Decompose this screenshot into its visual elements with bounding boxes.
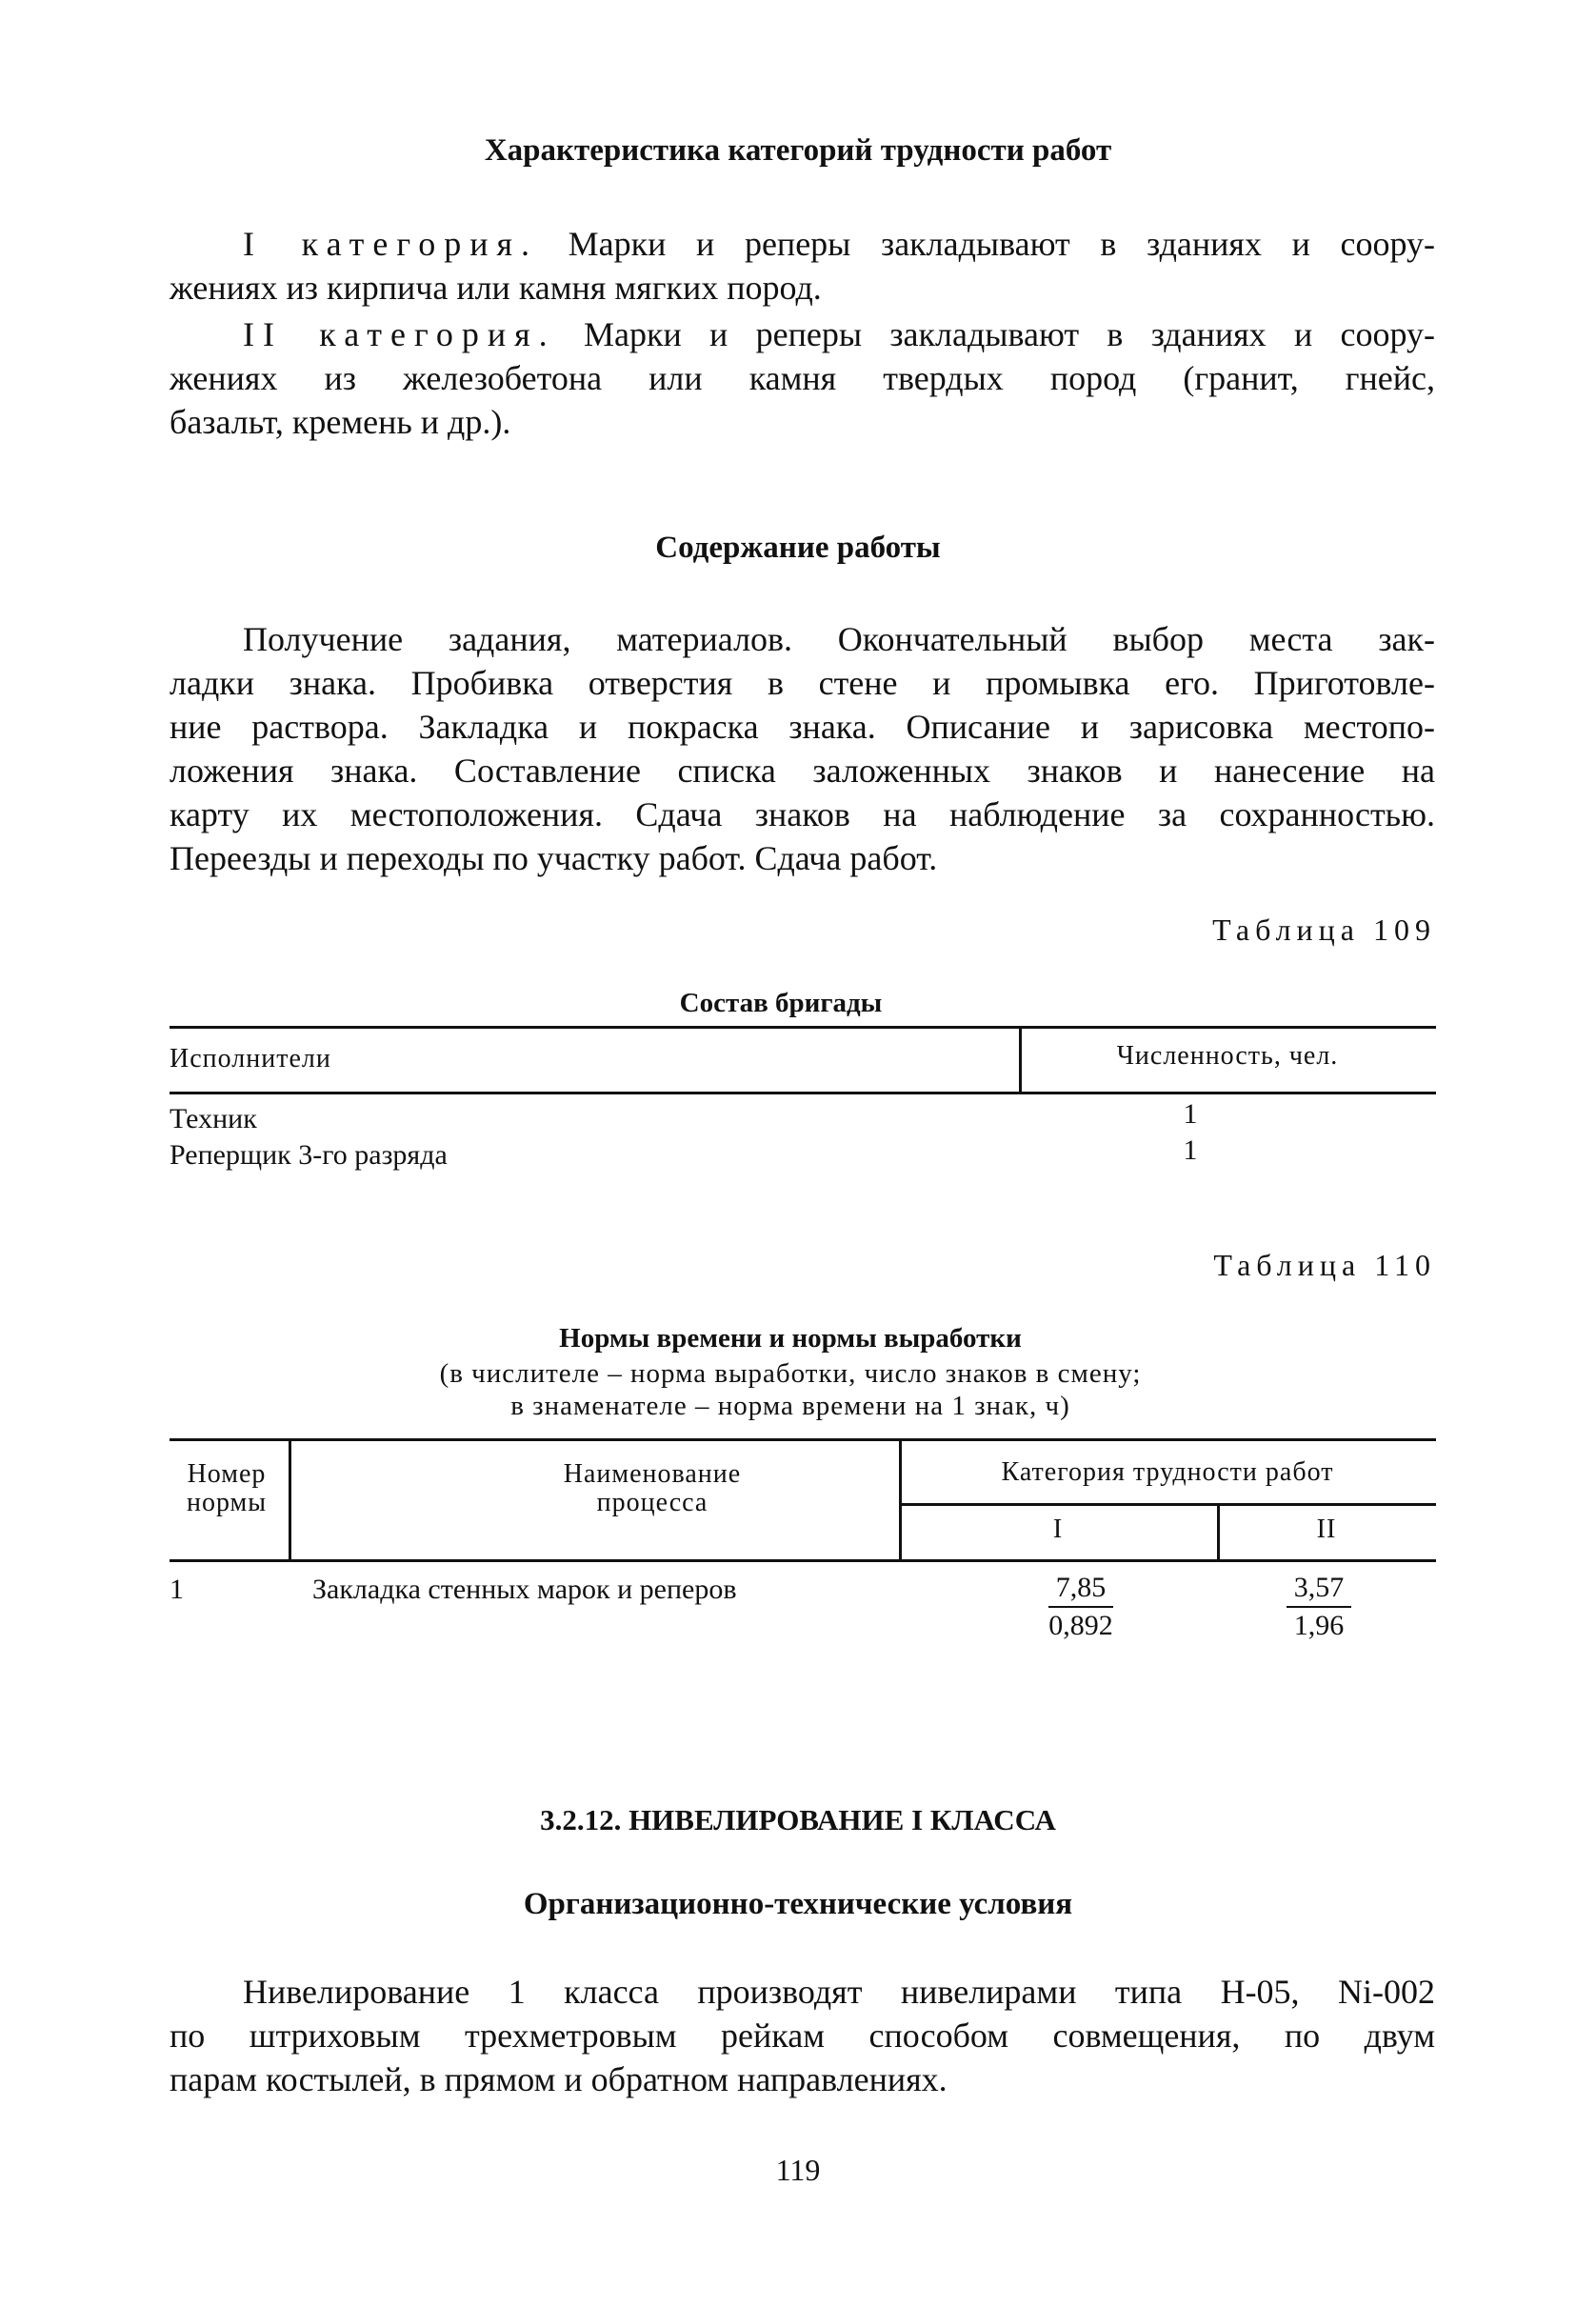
table-110-caption: Нормы времени и нормы выработки [559, 1323, 1022, 1354]
work-content-line-6: Переезды и переходы по участку работ. Сдача работ. [170, 839, 938, 877]
table-110-row-1-cat1-fraction [1009, 1570, 1152, 1644]
table-109-row-2-count: 1 [1183, 1134, 1198, 1166]
table-110-subcaption-2: в знаменателе – норма времени на 1 знак, ч) [510, 1391, 1070, 1421]
table-110-subcaption-1: (в числителе – норма выработки, число знаков в смену; [439, 1358, 1142, 1389]
leveling-line-1: Нивелирование 1 класса производят нивелирами типа Н-05, Ni-002 [243, 1973, 1435, 2011]
table-110-subheader-rule [899, 1503, 1436, 1506]
category-2-line1 [243, 312, 1435, 356]
table-110-row-1-cat2-numerator: 3,57 [1287, 1570, 1352, 1608]
category-1-label: I категория. [243, 225, 539, 263]
work-content-line-3: ние раствора. Закладка и покраска знака. Описание и зарисовка местопо- [170, 708, 1435, 746]
table-109-row-1-name: Техник [170, 1103, 257, 1134]
table-110-row-1-cat1-numerator: 7,85 [1048, 1570, 1114, 1608]
table-110-row-1-cat2-denominator: 1,96 [1293, 1610, 1345, 1641]
table-110-row-1-process: Закладка стенных марок и реперов [312, 1574, 737, 1605]
work-content-line-5: карту их местоположения. Сдача знаков на наблюдение за сохранностью. [170, 795, 1435, 833]
table-109-top-rule [170, 1026, 1436, 1029]
category-1-line2: жениях из кирпича или камня мягких пород. [170, 269, 822, 307]
table-109-row-1-count: 1 [1183, 1098, 1198, 1130]
category-2-label: II категория. [243, 315, 556, 353]
table-110-header-cat2: II [1316, 1515, 1337, 1544]
category-1-text: Марки и реперы закладывают в зданиях и соору- [568, 225, 1436, 263]
work-content-line-1: Получение задания, материалов. Окончательный выбор места зак- [243, 620, 1435, 658]
table-110-header-process: Наименование процесса [563, 1459, 742, 1517]
section-title-work-content: Содержание работы [655, 531, 941, 565]
table-110-col-divider-1 [289, 1441, 291, 1561]
table-110-row-1-number: 1 [170, 1574, 184, 1605]
table-110-header-rule [170, 1559, 1436, 1562]
page-number: 119 [775, 2153, 821, 2187]
table-110-row-1-cat2-fraction [1247, 1570, 1390, 1644]
section-title-org-conditions: Организационно-технические условия [523, 1887, 1073, 1921]
work-content-line-4: ложения знака. Составление списка заложенных знаков и нанесение на [170, 752, 1435, 790]
leveling-line-3: парам костылей, в прямом и обратном направлениях. [170, 2060, 948, 2098]
category-2-line3: базальт, кремень и др.). [170, 403, 511, 441]
category-1-line1 [243, 222, 1435, 266]
section-heading-leveling: 3.2.12. НИВЕЛИРОВАНИЕ I КЛАССА [540, 1803, 1056, 1836]
table-110-label: Таблица 110 [1213, 1248, 1436, 1282]
table-110-row-1-cat1-denominator: 0,892 [1048, 1610, 1113, 1641]
leveling-line-2: по штриховым трехметровым рейкам способом совмещения, по двум [170, 2016, 1435, 2055]
table-109-header-rule [170, 1092, 1436, 1094]
table-109-header-count: Численность, чел. [1116, 1041, 1339, 1071]
table-110-top-rule [170, 1438, 1436, 1441]
table-109-header-performers: Исполнители [170, 1044, 331, 1073]
table-109-caption: Состав бригады [679, 988, 883, 1018]
table-109-row-2-name: Реперщик 3-го разряда [170, 1139, 448, 1171]
category-2-line2: жениях из железобетона или камня твердых пород (гранит, гнейс, [170, 359, 1435, 397]
work-content-line-2: ладки знака. Пробивка отверстия в стене и промывка его. Приготовле- [170, 664, 1435, 702]
section-title-categories: Характеристика категорий трудности работ [484, 133, 1112, 168]
table-109-label: Таблица 109 [1212, 913, 1436, 947]
table-110-header-cat1: I [1052, 1515, 1064, 1544]
category-2-text: Марки и реперы закладывают в зданиях и соору- [584, 315, 1436, 353]
table-110-header-category: Категория трудности работ [1001, 1457, 1334, 1487]
table-110-header-number: Номер нормы [186, 1459, 268, 1517]
